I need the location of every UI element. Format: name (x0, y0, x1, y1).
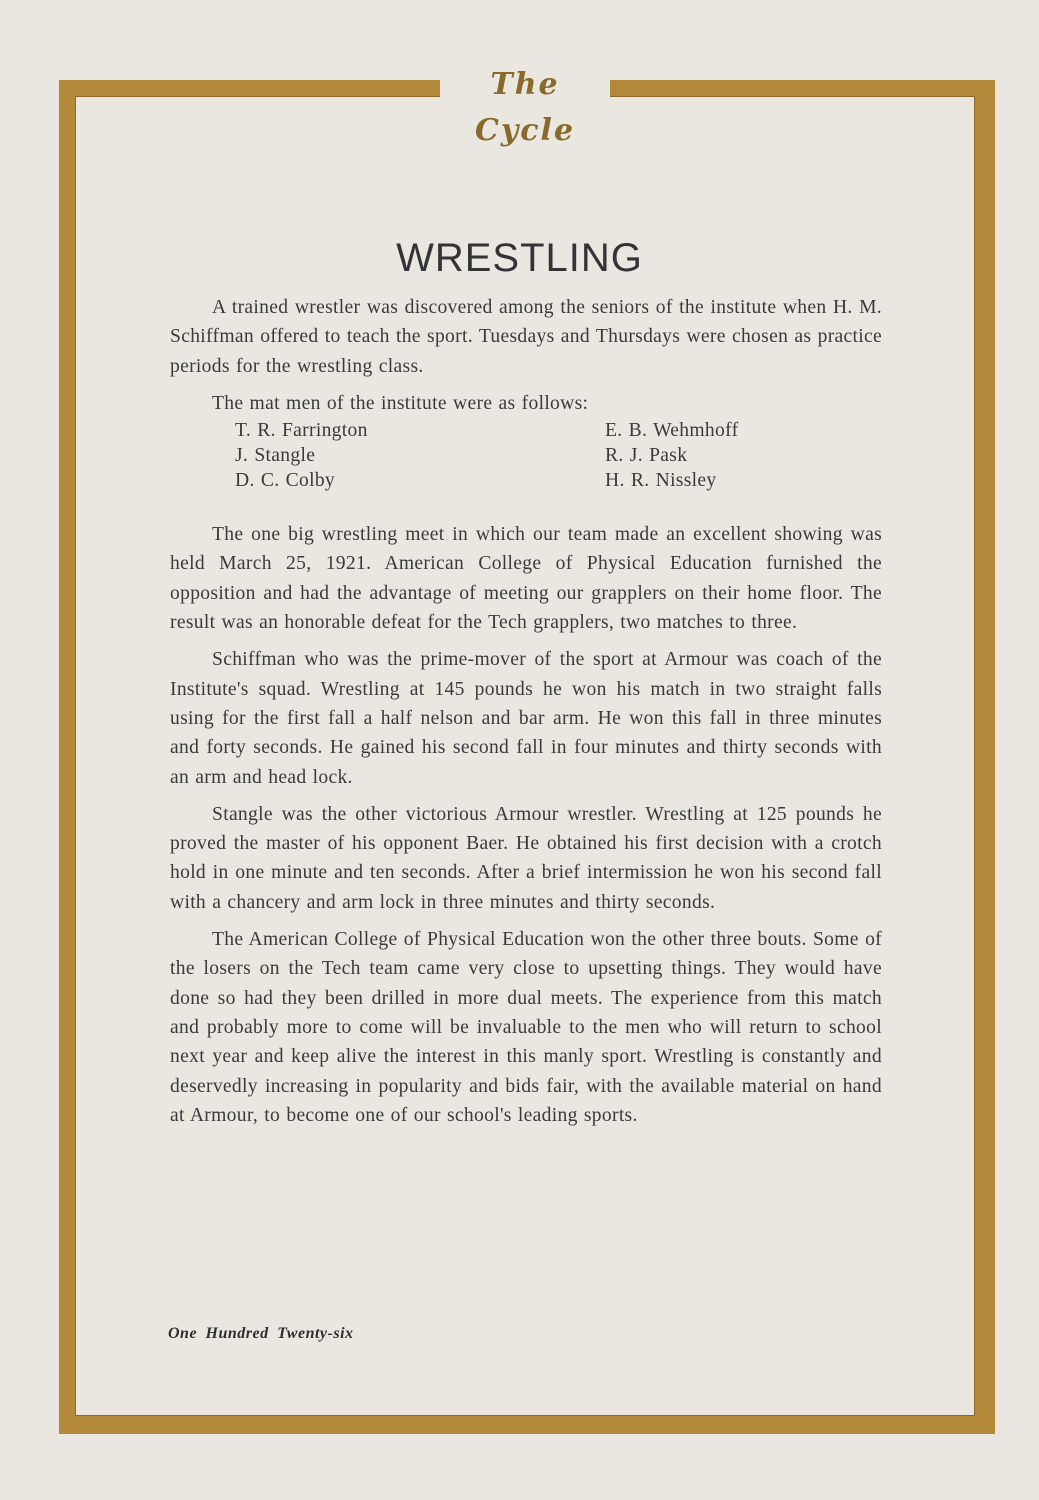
page-number: One Hundred Twenty-six (168, 1325, 354, 1342)
meet-paragraph: The one big wrestling meet in which our team made an excellent showing was held March 25, 1921. American College of Physical Education furnished the opposition and had the advantage of meeting our grapplers on their home floor. The result was an honorable defeat for the Tech grapplers, two matches to three. (170, 524, 882, 634)
roster-name: D. C. Colby (235, 470, 336, 492)
roster-intro: The mat men of the institute were as follows: (212, 392, 589, 414)
stangle-paragraph: Stangle was the other victorious Armour wrestler. Wrestling at 125 pounds he proved the master of his opponent Baer. He obtained his first decision with a crotch hold in one minute and ten seconds. After a brief intermission he won his second fall with a chancery and arm lock in three minutes and thirty seconds. (170, 803, 882, 913)
roster-name: H. R. Nissley (605, 470, 717, 492)
roster-name: E. B. Wehmhoff (605, 420, 739, 442)
intro-paragraph: A trained wrestler was discovered among the seniors of the institute when H. M. Schiffman offered to teach the sport. Tuesdays and Thursdays were chosen as practice periods for the wrestling class. (170, 297, 882, 377)
roster-list (170, 418, 882, 493)
conclusion-paragraph: The American College of Physical Education won the other three bouts. Some of the losers on the Tech team came very close to upsetting things. They would have done so had they been drilled in more dual meets. The experience from this match and probably more to come will be invaluable to the men who will return to school next year and keep alive the interest in this manly sport. Wrestling is constantly and deservedly increasing in popularity and bids fair, with the available material on hand at Armour, to become one of our school's leading sports. (170, 929, 882, 1126)
roster-name: T. R. Farrington (235, 420, 368, 442)
roster-name: J. Stangle (235, 445, 316, 467)
running-head: The Cycle (440, 62, 610, 108)
schiffman-paragraph: Schiffman who was the prime-mover of the sport at Armour was coach of the Institute's squad. Wrestling at 145 pounds he won his match in two straight falls using for the first fall a half nelson and bar arm. He won this fall in three minutes and forty seconds. He gained his second fall in four minutes and thirty seconds with an arm and head lock. (170, 649, 882, 788)
article-body (170, 293, 882, 1138)
article-title: WRESTLING (396, 236, 643, 280)
roster-name: R. J. Pask (605, 445, 688, 467)
